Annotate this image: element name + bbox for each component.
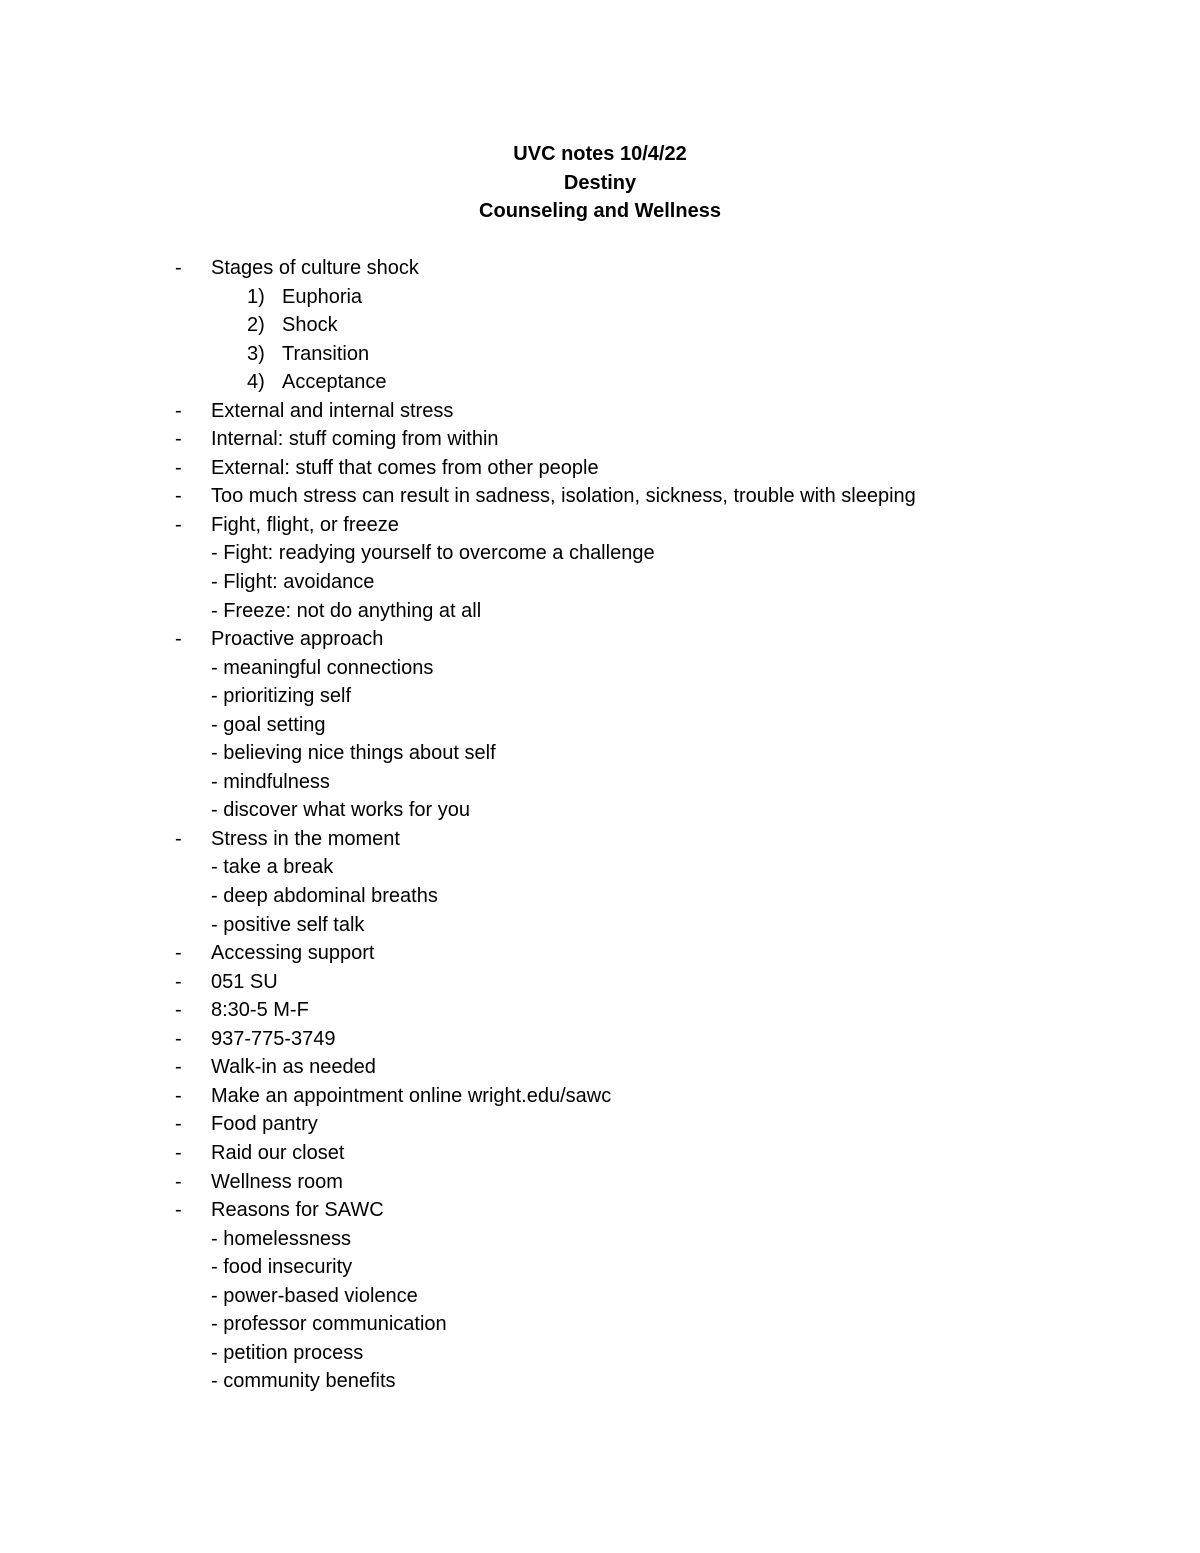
list-item-text: - professor communication xyxy=(211,1313,447,1336)
list-item xyxy=(0,913,1200,942)
list-item xyxy=(0,484,1200,513)
list-item xyxy=(0,513,1200,542)
list-item-text: Transition xyxy=(282,342,370,365)
list-item-text: Accessing support xyxy=(211,942,375,965)
list-item xyxy=(0,1141,1200,1170)
list-item-text: - positive self talk xyxy=(211,913,365,936)
bullet-marker: - xyxy=(175,513,182,536)
bullet-marker: - xyxy=(175,1141,182,1164)
list-item xyxy=(0,998,1200,1027)
bullet-marker: - xyxy=(175,1199,182,1222)
list-item xyxy=(0,684,1200,713)
document-title: UVC notes 10/4/22 xyxy=(513,143,687,165)
list-item xyxy=(0,1227,1200,1256)
list-item-text: Food pantry xyxy=(211,1113,318,1136)
number-marker: 4) xyxy=(247,371,265,394)
list-item xyxy=(0,627,1200,656)
list-item-text: - Fight: readying yourself to overcome a challenge xyxy=(211,542,655,565)
list-item xyxy=(0,427,1200,456)
list-item-text: Walk-in as needed xyxy=(211,1056,376,1079)
list-item xyxy=(0,770,1200,799)
bullet-marker: - xyxy=(175,1113,182,1136)
list-item xyxy=(0,1084,1200,1113)
list-item xyxy=(0,1284,1200,1313)
bullet-marker: - xyxy=(175,456,182,479)
list-item xyxy=(0,342,1200,371)
list-item xyxy=(0,827,1200,856)
list-item xyxy=(0,1112,1200,1141)
bullet-marker: - xyxy=(175,485,182,508)
bullet-marker: - xyxy=(175,1170,182,1193)
list-item xyxy=(0,798,1200,827)
list-item-text: Internal: stuff coming from within xyxy=(211,428,499,451)
list-item-text: Fight, flight, or freeze xyxy=(211,513,399,536)
list-item xyxy=(0,370,1200,399)
list-item-text: Make an appointment online wright.edu/sawc xyxy=(211,1084,612,1107)
bullet-marker: - xyxy=(175,428,182,451)
document-subtitle-topic: Counseling and Wellness xyxy=(479,200,721,222)
list-item xyxy=(0,1255,1200,1284)
bullet-marker: - xyxy=(175,942,182,965)
bullet-marker: - xyxy=(175,399,182,422)
bullet-marker: - xyxy=(175,827,182,850)
list-item-text: - mindfulness xyxy=(211,770,330,793)
list-item-text: - believing nice things about self xyxy=(211,742,496,765)
list-item-text: Shock xyxy=(282,314,338,337)
list-item xyxy=(0,941,1200,970)
list-item-text: Stages of culture shock xyxy=(211,257,419,279)
list-item-text: Stress in the moment xyxy=(211,827,400,850)
list-item xyxy=(0,1369,1200,1398)
list-item-text: - Freeze: not do anything at all xyxy=(211,599,482,622)
list-item-text: 051 SU xyxy=(211,970,278,993)
bullet-marker: - xyxy=(175,1084,182,1107)
list-item-text: Acceptance xyxy=(282,371,387,394)
list-item-text: - power-based violence xyxy=(211,1284,418,1307)
list-item xyxy=(0,741,1200,770)
bullet-marker: - xyxy=(175,628,182,651)
list-item xyxy=(0,1312,1200,1341)
list-item-text: - Flight: avoidance xyxy=(211,571,375,594)
number-marker: 3) xyxy=(247,342,265,365)
list-item-text: Proactive approach xyxy=(211,628,384,651)
list-item-text: - homelessness xyxy=(211,1227,352,1250)
list-item xyxy=(0,541,1200,570)
list-item xyxy=(0,570,1200,599)
list-item xyxy=(0,456,1200,485)
list-item xyxy=(0,1341,1200,1370)
list-item-text: - food insecurity xyxy=(211,1256,353,1279)
list-item-text: 8:30-5 M-F xyxy=(211,999,309,1022)
document-subtitle-speaker: Destiny xyxy=(563,172,637,194)
bullet-marker: - xyxy=(175,1027,182,1050)
notes-list xyxy=(0,256,1200,1398)
list-item-text: - take a break xyxy=(211,856,334,879)
bullet-marker: - xyxy=(175,999,182,1022)
list-item xyxy=(0,1198,1200,1227)
list-item xyxy=(0,399,1200,428)
list-item xyxy=(0,855,1200,884)
list-item-text: 937-775-3749 xyxy=(211,1027,336,1050)
number-marker: 2) xyxy=(247,314,265,337)
list-item xyxy=(0,1055,1200,1084)
list-item xyxy=(0,313,1200,342)
bullet-marker: - xyxy=(175,970,182,993)
list-item-text: External and internal stress xyxy=(211,399,454,422)
list-item xyxy=(0,1170,1200,1199)
list-item-text: Raid our closet xyxy=(211,1141,345,1164)
bullet-marker: - xyxy=(175,1056,182,1079)
list-item xyxy=(0,1027,1200,1056)
list-item xyxy=(0,599,1200,628)
bullet-marker: - xyxy=(175,257,182,279)
list-item xyxy=(0,656,1200,685)
list-item xyxy=(0,713,1200,742)
list-item-text: Wellness room xyxy=(211,1170,343,1193)
list-item-text: - discover what works for you xyxy=(211,799,470,822)
list-item-text: - meaningful connections xyxy=(211,656,434,679)
list-item xyxy=(0,285,1200,314)
list-item xyxy=(0,884,1200,913)
number-marker: 1) xyxy=(247,285,265,308)
list-item-text: Too much stress can result in sadness, isolation, sickness, trouble with sleeping xyxy=(211,485,916,508)
list-item-text: - deep abdominal breaths xyxy=(211,885,438,908)
list-item xyxy=(0,970,1200,999)
list-item-text: - community benefits xyxy=(211,1370,396,1393)
list-item-text: Reasons for SAWC xyxy=(211,1199,384,1222)
list-item xyxy=(0,256,1200,285)
list-item-text: - goal setting xyxy=(211,713,326,736)
list-item-text: - petition process xyxy=(211,1341,364,1364)
list-item-text: Euphoria xyxy=(282,285,363,308)
list-item-text: - prioritizing self xyxy=(211,685,352,708)
list-item-text: External: stuff that comes from other people xyxy=(211,456,599,479)
